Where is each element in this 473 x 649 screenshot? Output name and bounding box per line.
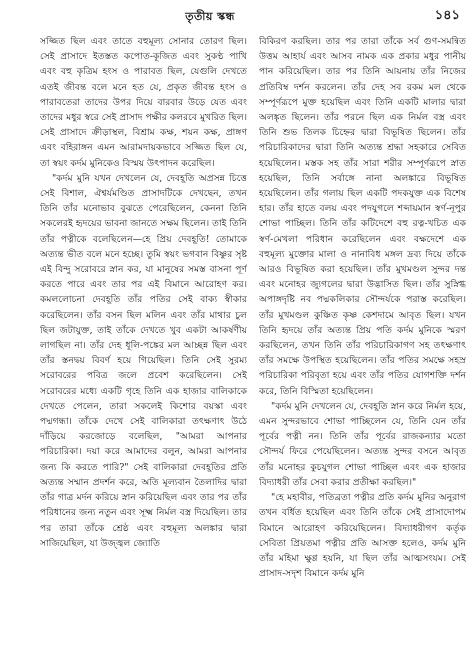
text-columns (40, 34, 466, 640)
paragraph: "হে মহাবীর, পতিব্রতা পত্নীর প্রতি কর্দম মুনির অনুরাগ তখন বর্ধিত হয়েছিল এবং তিনি তাঁকে সেই প্রাসাদোপম বিমানে আরোহণ করিয়েছিলেন। বিদ্যাধরীগণ কর্তৃক সেবিতা প্রিয়তমা পত্নীর প্রতি আসক্ত হলেও, কর্দম মুনি তাঁর মহিমা ক্ষুণ্ণ হয়নি, যা ছিল তাঁর আত্মসংযম। সেই প্রাসাদ-সদৃশ বিমানে কর্দম মুনি (259, 492, 466, 580)
paragraph: "কর্দম মুনি দেখলেন যে, দেবহূতি স্নান করে নির্মল হয়ে, এমন সুন্দরভাবে শোভা পাচ্ছিলেন যে, তিনি যেন তাঁর পূর্বের পত্নী নন। তিনি তাঁর পূর্বের রাজকন্যার মতো সৌন্দর্য ফিরে পেয়েছিলেন। অত্যন্ত সুন্দর বসনে আবৃত তাঁর মনোহর কুচযুগল শোভা পাচ্ছিল এবং এক হাজার বিদ্যাধরী তাঁর সেবা করার প্রতীক্ষা করছিল।" (259, 400, 466, 488)
paragraph: সজ্জিত ছিল এবং তাতে বহুমূল্য সোনার তোরণ ছিল। সেই প্রাসাদে ইতস্তত কপোত-কূজিত এবং সুকণ্ঠ পাখি এবং বহু কৃত্রিম হংস ও পারাবত ছিল, যেগুলি দেখতে এতই জীবন্ত বলে মনে হত যে, প্রকৃত জীবন্ত হংস ও পারাবতেরা তাদের উপর দিয়ে বারবার উড়ে যেত এবং তাদের মধুর স্বরে সেই প্রাসাদ পক্ষীর কলরবে মুখরিত ছিল। সেই প্রাসাদে ক্রীড়াস্থল, বিশ্রাম কক্ষ, শয়ন কক্ষ, প্রাঙ্গণ এবং বহিরাঙ্গন এমন আরামদায়কভাবে সজ্জিত ছিল যে, তা স্বয়ং কর্দম মুনিকেও বিস্ময় উৎপাদন করেছিল। (40, 36, 247, 169)
running-head: তৃতীয় স্কন্ধ (185, 10, 235, 23)
paragraph: "কর্দম মুনি যখন দেখলেন যে, দেবহূতি অপ্রসন্ন চিত্তে সেই বিশাল, ঐশ্বর্যমণ্ডিত প্রাসাদটিকে দেখছেন, তখন তিনি তাঁর মনোভাব বুঝতে পেরেছিলেন, কেননা তিনি সকলেরই হৃদয়ের ভাবনা জানতে সক্ষম ছিলেন। তাই তিনি তাঁর পত্নীকে বলেছিলেন—হে প্রিয় দেবহূতি! তোমাকে অত্যন্ত ভীত বলে মনে হচ্ছে। তুমি স্বয়ং ভগবান বিষ্ণুর সৃষ্ট এই বিন্দু সরোবরে স্নান কর, যা মানুষের সমস্ত বাসনা পূর্ণ করতে পারে এবং তার পর এই বিমানে আরোহণ কর। কমললোচনা দেবহূতি তাঁর পতির সেই বাক্য স্বীকার করেছিলেন। তাঁর বসন ছিল মলিন এবং তাঁর মাথার চুল ছিল জটাযুক্ত, তাই তাঁকে দেখতে খুব একটা আকর্ষণীয় লাগছিল না। তাঁর দেহ ধূলি-পঙ্কের মল আচ্ছন্ন ছিল এবং তাঁর স্তনদ্বয় বিবর্ণ হয়ে গিয়েছিল। তিনি সেই সুরম্য সরোবরের পবিত্র জলে প্রবেশ করেছিলেন। সেই সরোবরের মধ্যে একটি গৃহে তিনি এক হাজার বালিকাকে দেখতে পেলেন, তারা সকলেই কিশোর বয়স্কা এবং পদ্মগন্ধা। তাঁকে দেখে সেই বালিকারা তৎক্ষণাৎ উঠে দাঁড়িয়ে করজোড়ে বলেছিল, "আমরা আপনার পরিচারিকা। দয়া করে আমাদের বলুন, আমরা আপনার জন্য কি করতে পারি?" সেই বালিকারা দেবহূতির প্রতি অত্যন্ত সম্মান প্রদর্শন করে, অতি মূল্যবান তৈলাদির দ্বারা তাঁর গাত্র মর্দন করিয়ে স্নান করিয়েছিল এবং তার পর তাঁর পরিধানের জন্য নতুন এবং সূক্ষ্ম নির্মল বস্ত্র দিয়েছিল। তার পর তারা তাঁকে শ্রেষ্ঠ এবং বহুমূল্য অলঙ্কার দ্বারা সাজিয়েছিল, যা উজ্জ্বল জ্যোতি (40, 172, 247, 549)
page-header (40, 6, 460, 26)
left-column (40, 34, 247, 640)
page-number: ১৪১ (434, 8, 460, 23)
right-column (259, 34, 466, 640)
paragraph: বিকিরণ করছিল। তার পর তারা তাঁকে সর্ব গুণ-সমন্বিত উত্তম আহার্য এবং আসব নামক এক প্রকার মধুর পানীয় পান করিয়েছিল। তার পর তিনি আয়নায় তাঁর নিজের প্রতিবিম্ব দর্শন করলেন। তাঁর দেহ সব রকম মল থেকে সম্পূর্ণরূপে মুক্ত হয়েছিল এবং তিনি একটি মালার দ্বারা অলঙ্কৃত ছিলেন। তাঁর পরনে ছিল এক নির্মল বস্ত্র এবং তিনি শুভ তিলক চিহ্নের দ্বারা বিভূষিত ছিলেন। তাঁর পরিচারিকাদের দ্বারা তিনি অত্যন্ত শ্রদ্ধা সহকারে সেবিত হয়েছিলেন। মস্তক সহ তাঁর সারা শরীর সম্পূর্ণরূপে স্নাত হয়েছিল, তিনি সর্বাঙ্গে নানা অলঙ্কারে বিভূষিত হয়েছিলেন। তাঁর গলায় ছিল একটি পদকযুক্ত এক বিশেষ হার। তাঁর হাতে বলয় এবং পদযুগলে শব্দায়মান স্বর্ণ-নূপুর শোভা পাচ্ছিল। তিনি তাঁর কটিদেশে বহু রত্ন-খচিত এক স্বর্ণ-মেখলা পরিধান করেছিলেন এবং বক্ষদেশে এক বহুমূল্য মুক্তোর মালা ও নানাবিধ মঙ্গল দ্রব্য দিয়ে তাঁকে আরও বিভূষিত করা হয়েছিল। তাঁর মুখমণ্ডল সুন্দর দন্ত এবং মনোহর জ্যুগলের দ্বারা উদ্ভাসিত ছিল। তাঁর সুস্নিগ্ধ অপাঙ্গদৃষ্টি নব পদ্মকলিকার সৌন্দর্যকে পরাস্ত করেছিল। তাঁর মুখমণ্ডল কুঞ্চিত কৃষ্ণ কেশদামে আবৃত ছিল। যখন তিনি হৃদয়ে তাঁর অত্যন্ত প্রিয় পতি কর্দম মুনিকে স্মরণ করছিলেন, তখন তিনি তাঁর পরিচারিকাগণ সহ তৎক্ষণাৎ তাঁর সমক্ষে উপস্থিত হয়েছিলেন। তাঁর পতির সমক্ষে সহস্র পরিচারিকা পরিবৃতা হয়ে এবং তাঁর পতির যোগশক্তি দর্শন করে, তিনি বিস্মিতা হয়েছিলেন। (259, 36, 466, 397)
